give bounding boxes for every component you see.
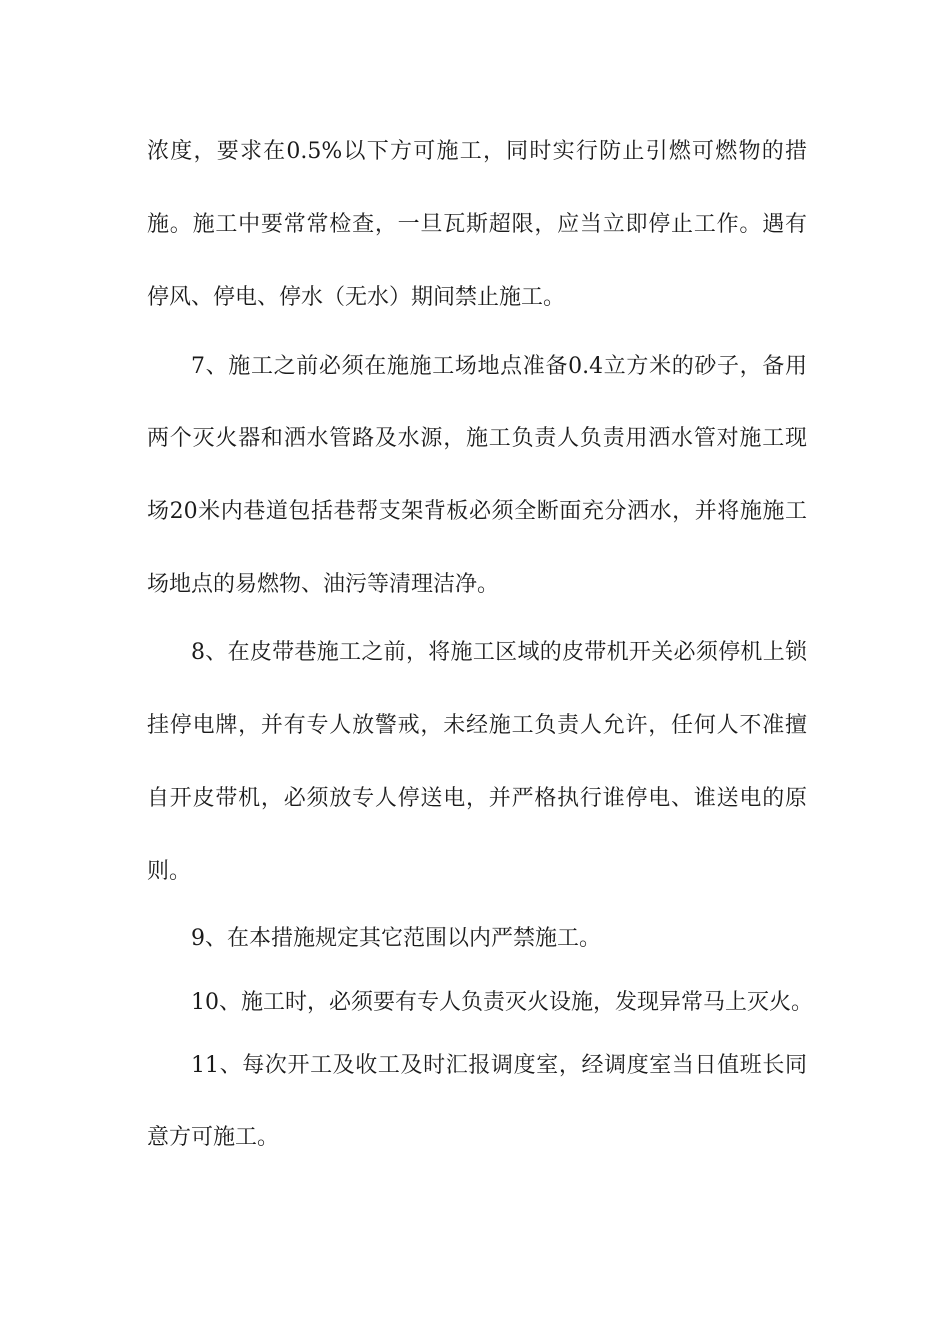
item-9-line: 9、在本措施规定其它范围以内严禁施工。 (191, 926, 601, 951)
paragraph-line: 意方可施工。 (147, 1125, 280, 1150)
paragraph-line: 停风、停电、停水（无水）期间禁止施工。 (147, 285, 566, 310)
paragraph-line: 浓度，要求在0.5%以下方可施工，同时实行防止引燃可燃物的措 (147, 139, 807, 164)
item-7-line: 7、施工之前必须在施施工场地点准备0.4立方米的砂子，备用 (191, 354, 807, 379)
paragraph-line: 则。 (147, 859, 192, 884)
paragraph-line: 自开皮带机，必须放专人停送电，并严格执行谁停电、谁送电的原 (147, 786, 807, 811)
paragraph-line: 挂停电牌，并有专人放警戒，未经施工负责人允许，任何人不准擅 (147, 713, 807, 738)
item-11-line: 11、每次开工及收工及时汇报调度室，经调度室当日值班长同 (191, 1053, 807, 1078)
paragraph-line: 场20米内巷道包括巷帮支架背板必须全断面充分洒水，并将施施工 (147, 499, 807, 524)
paragraph-line: 施。施工中要常常检查，一旦瓦斯超限，应当立即停止工作。遇有 (147, 212, 807, 237)
item-10-line: 10、施工时，必须要有专人负责灭火设施，发现异常马上灭火。 (191, 990, 813, 1015)
paragraph-line: 场地点的易燃物、油污等清理洁净。 (147, 572, 500, 597)
item-8-line: 8、在皮带巷施工之前，将施工区域的皮带机开关必须停机上锁 (191, 640, 807, 665)
paragraph-line: 两个灭火器和洒水管路及水源，施工负责人负责用洒水管对施工现 (147, 426, 807, 451)
